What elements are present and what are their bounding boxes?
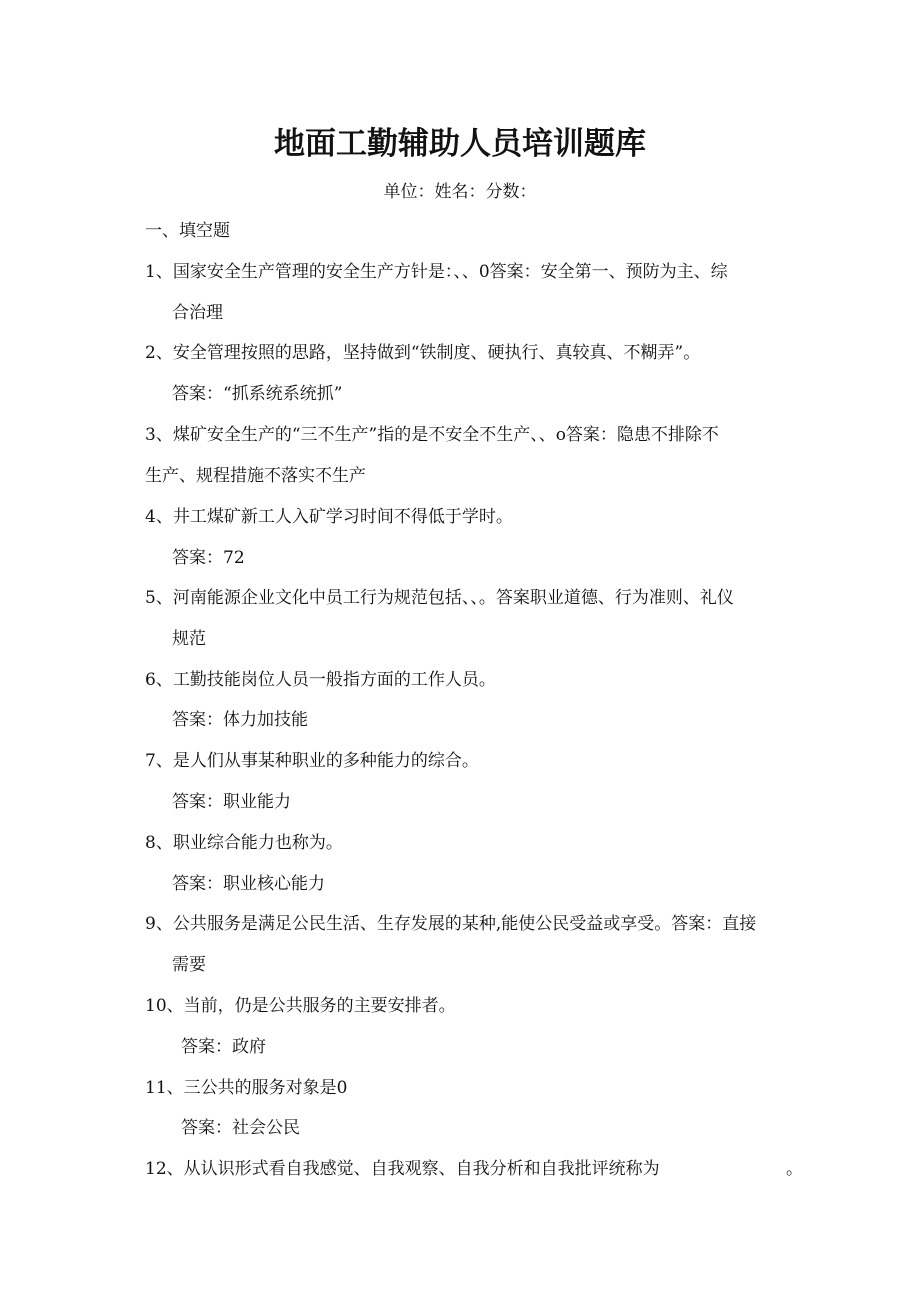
question-7-answer: 答案：职业能力: [172, 792, 291, 812]
question-4-line-1: 4、井工煤矿新工人入矿学习时间不得低于学时。: [145, 507, 513, 527]
question-2-line-1: 2、安全管理按照的思路，坚持做到“铁制度、硬执行、真较真、不糊弄”。: [145, 343, 701, 363]
question-9-line-1: 9、公共服务是满足公民生活、生存发展的某种,能使公民受益或享受。答案：直接: [145, 914, 757, 934]
question-8-answer: 答案：职业核心能力: [172, 874, 325, 894]
question-5-line-1: 5、河南能源企业文化中员工行为规范包括、、。答案职业道德、行为准则、礼仪: [145, 588, 734, 608]
question-6-answer: 答案：体力加技能: [172, 710, 308, 730]
question-6-line-1: 6、工勤技能岗位人员一般指方面的工作人员。: [145, 670, 496, 690]
question-11-line-1: 11、三公共的服务对象是0: [145, 1078, 348, 1098]
document-title: 地面工勤辅助人员培训题库: [274, 126, 646, 162]
question-10-line-1: 10、当前，仍是公共服务的主要安排者。: [145, 996, 456, 1016]
question-1-line-2: 合治理: [172, 303, 223, 323]
question-2-answer: 答案：“抓系统系统抓”: [172, 384, 343, 404]
question-4-answer: 答案：72: [172, 548, 245, 568]
document-subtitle: 单位：姓名：分数：: [383, 182, 537, 202]
question-12-line-1: 12、从认识形式看自我感觉、自我观察、自我分析和自我批评统称为: [145, 1159, 660, 1179]
question-5-line-2: 规范: [172, 629, 206, 649]
question-3-line-2: 生产、规程措施不落实不生产: [145, 466, 366, 486]
question-7-line-1: 7、是人们从事某种职业的多种能力的综合。: [145, 751, 479, 771]
question-11-answer: 答案：社会公民: [181, 1118, 300, 1138]
question-3-line-1: 3、煤矿安全生产的“三不生产”指的是不安全不生产、、o答案：隐患不排除不: [145, 425, 719, 445]
question-12-end-mark: 。: [786, 1159, 803, 1179]
section-heading: 一、填空题: [145, 221, 230, 241]
question-8-line-1: 8、职业综合能力也称为。: [145, 833, 343, 853]
question-1-line-1: 1、国家安全生产管理的安全生产方针是：、、0答案：安全第一、预防为主、综: [145, 262, 728, 282]
question-10-answer: 答案：政府: [181, 1037, 266, 1057]
question-9-line-2: 需要: [172, 955, 206, 975]
